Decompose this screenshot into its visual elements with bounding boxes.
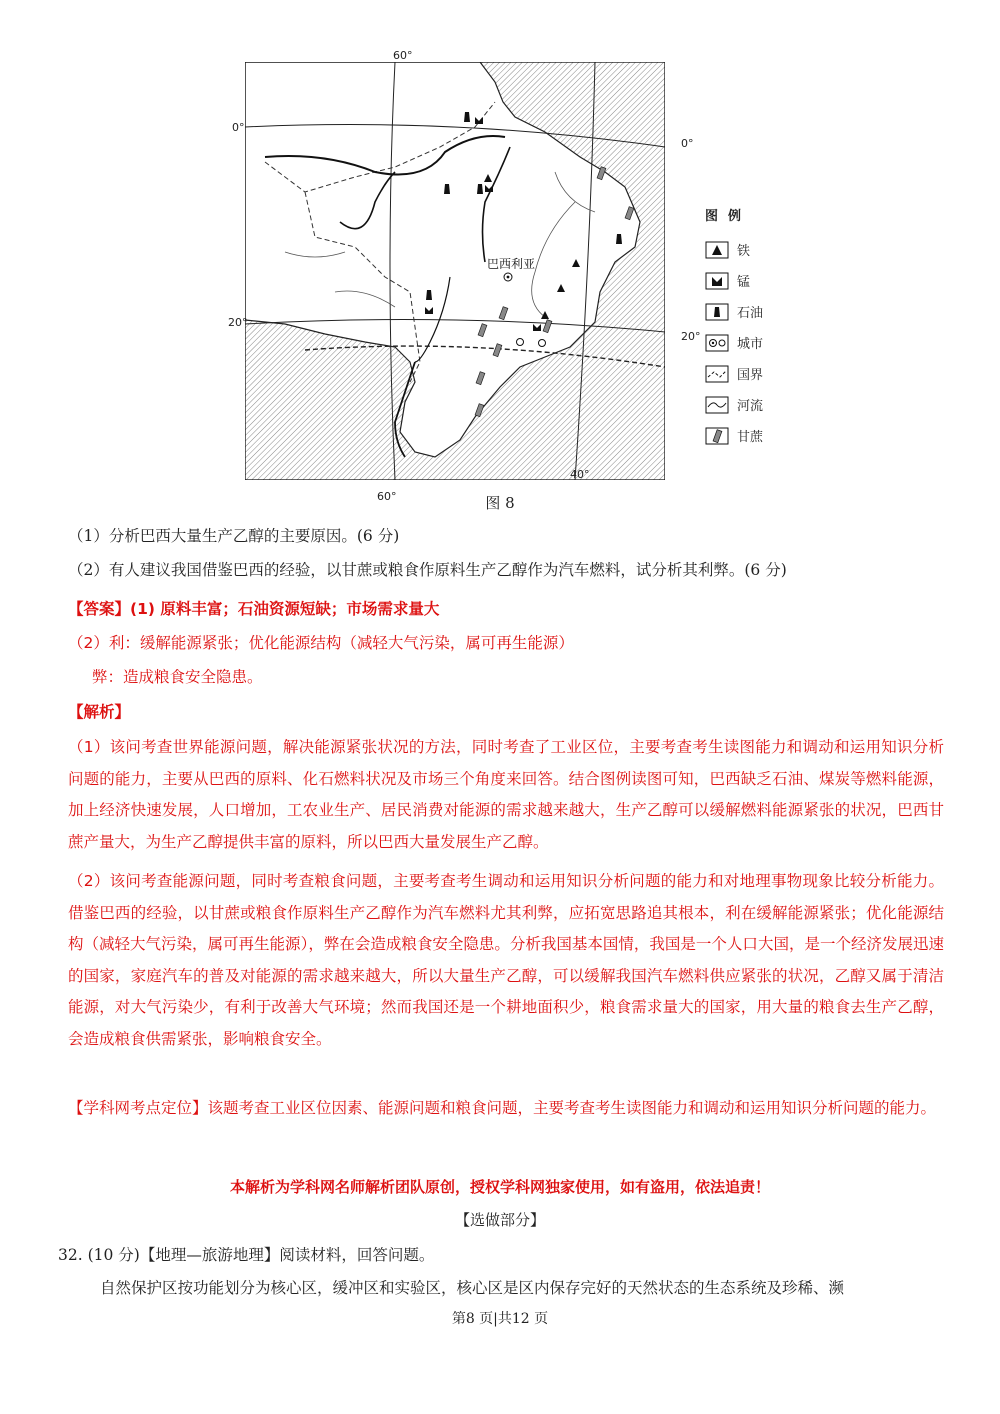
page-footer: 第8 页|共12 页 [451, 1311, 549, 1327]
legend-item-border: 国界 [705, 358, 795, 389]
lat-label-top-right: 0° [681, 137, 694, 150]
analysis-heading: 【解析】 [68, 703, 131, 721]
figure-caption: 图 8 [485, 494, 515, 512]
iron-icon [705, 241, 729, 259]
legend-title: 图例 [705, 209, 752, 224]
city-icon [705, 334, 729, 352]
legend-item-manganese: 锰 [705, 265, 795, 296]
lon-label-bottom-left: 60° [377, 490, 397, 503]
border-icon [705, 365, 729, 383]
map-legend [705, 205, 795, 451]
copyright-notice: 本解析为学科网名师解析团队原创，授权学科网独家使用，如有盗用，依法追责！ [229, 1178, 770, 1196]
analysis-paragraph-2: （2）该问考查能源问题，同时考查粮食问题，主要考查考生调动和运用知识分析问题的能力和对地理事物现象比较分析能力。借鉴巴西的经验，以甘蔗或粮食作原料生产乙醇作为汽车燃料尤其利弊，应拓宽思路追其根本，利在缓解能源紧张；优化能源结构（减轻大气污染，属可再生能源），弊在会造成粮食安全隐患。分析我国基本国情，我国是一个人口大国，是一个经济发展迅速的国家，家庭汽车的普及对能源的需求越来越大，所以大量生产乙醇，可以缓解我国汽车燃料供应紧张的状况，乙醇又属于清洁能源，对大气污染少，有利于改善大气环境；然而我国还是一个耕地面积少，粮食需求量大的国家，用大量的粮食去生产乙醇，会造成粮食供需紧张，影响粮食安全。 [68, 872, 944, 1048]
lat-label-bottom-right: 20° [681, 330, 701, 343]
answer-line-2: （2）利：缓解能源紧张；优化能源结构（减轻大气污染，属可再生能源） [68, 634, 574, 652]
answer-line-3: 弊：造成粮食安全隐患。 [92, 668, 263, 686]
question-1: （1）分析巴西大量生产乙醇的主要原因。(6 分) [68, 527, 400, 545]
lat-label-bottom-left: 20° [228, 316, 248, 329]
brazil-map [245, 62, 665, 480]
analysis-paragraph-1: （1）该问考查世界能源问题，解决能源紧张状况的方法，同时考查了工业区位，主要考查考生读图能力和调动和运用知识分析问题的能力，主要从巴西的原料、化石燃料状况及市场三个角度来回答。结合图例读图可知，巴西缺乏石油、煤炭等燃料能源，加上经济快速发展，人口增加，工农业生产、居民消费对能源的需求越来越大，生产乙醇可以缓解燃料能源紧张的状况，巴西甘蔗产量大，为生产乙醇提供丰富的原料，所以巴西大量发展生产乙醇。 [68, 738, 944, 851]
city-label: 巴西利亚 [487, 257, 536, 271]
question-32-text: 自然保护区按功能划分为核心区，缓冲区和实验区，核心区是区内保存完好的天然状态的生态系统及珍稀、濒 [100, 1279, 845, 1297]
optional-section-heading: 【选做部分】 [454, 1211, 545, 1229]
legend-item-city: 城市 [705, 327, 795, 358]
lat-label-top-left: 0° [232, 121, 245, 134]
river-icon [705, 396, 729, 414]
legend-item-river: 河流 [705, 389, 795, 420]
exam-point-note: 【学科网考点定位】该题考查工业区位因素、能源问题和粮食问题，主要考查考生读图能力和调动和运用知识分析问题的能力。 [68, 1099, 937, 1117]
legend-item-iron: 铁 [705, 234, 795, 265]
answer-line-1: 【答案】(1) 原料丰富；石油资源短缺；市场需求量大 [68, 600, 440, 618]
oil-icon [705, 303, 729, 321]
lon-label-top: 60° [393, 49, 413, 62]
legend-item-oil: 石油 [705, 296, 795, 327]
legend-item-sugarcane: 甘蔗 [705, 420, 795, 451]
question-2: （2）有人建议我国借鉴巴西的经验，以甘蔗或粮食作原料生产乙醇作为汽车燃料，试分析其利弊。(6 分) [68, 561, 787, 579]
lon-label-bottom-right: 40° [570, 468, 590, 481]
sugarcane-icon [705, 427, 729, 445]
manganese-icon [705, 272, 729, 290]
question-32-title: 32. (10 分)【地理—旅游地理】阅读材料，回答问题。 [58, 1246, 435, 1264]
